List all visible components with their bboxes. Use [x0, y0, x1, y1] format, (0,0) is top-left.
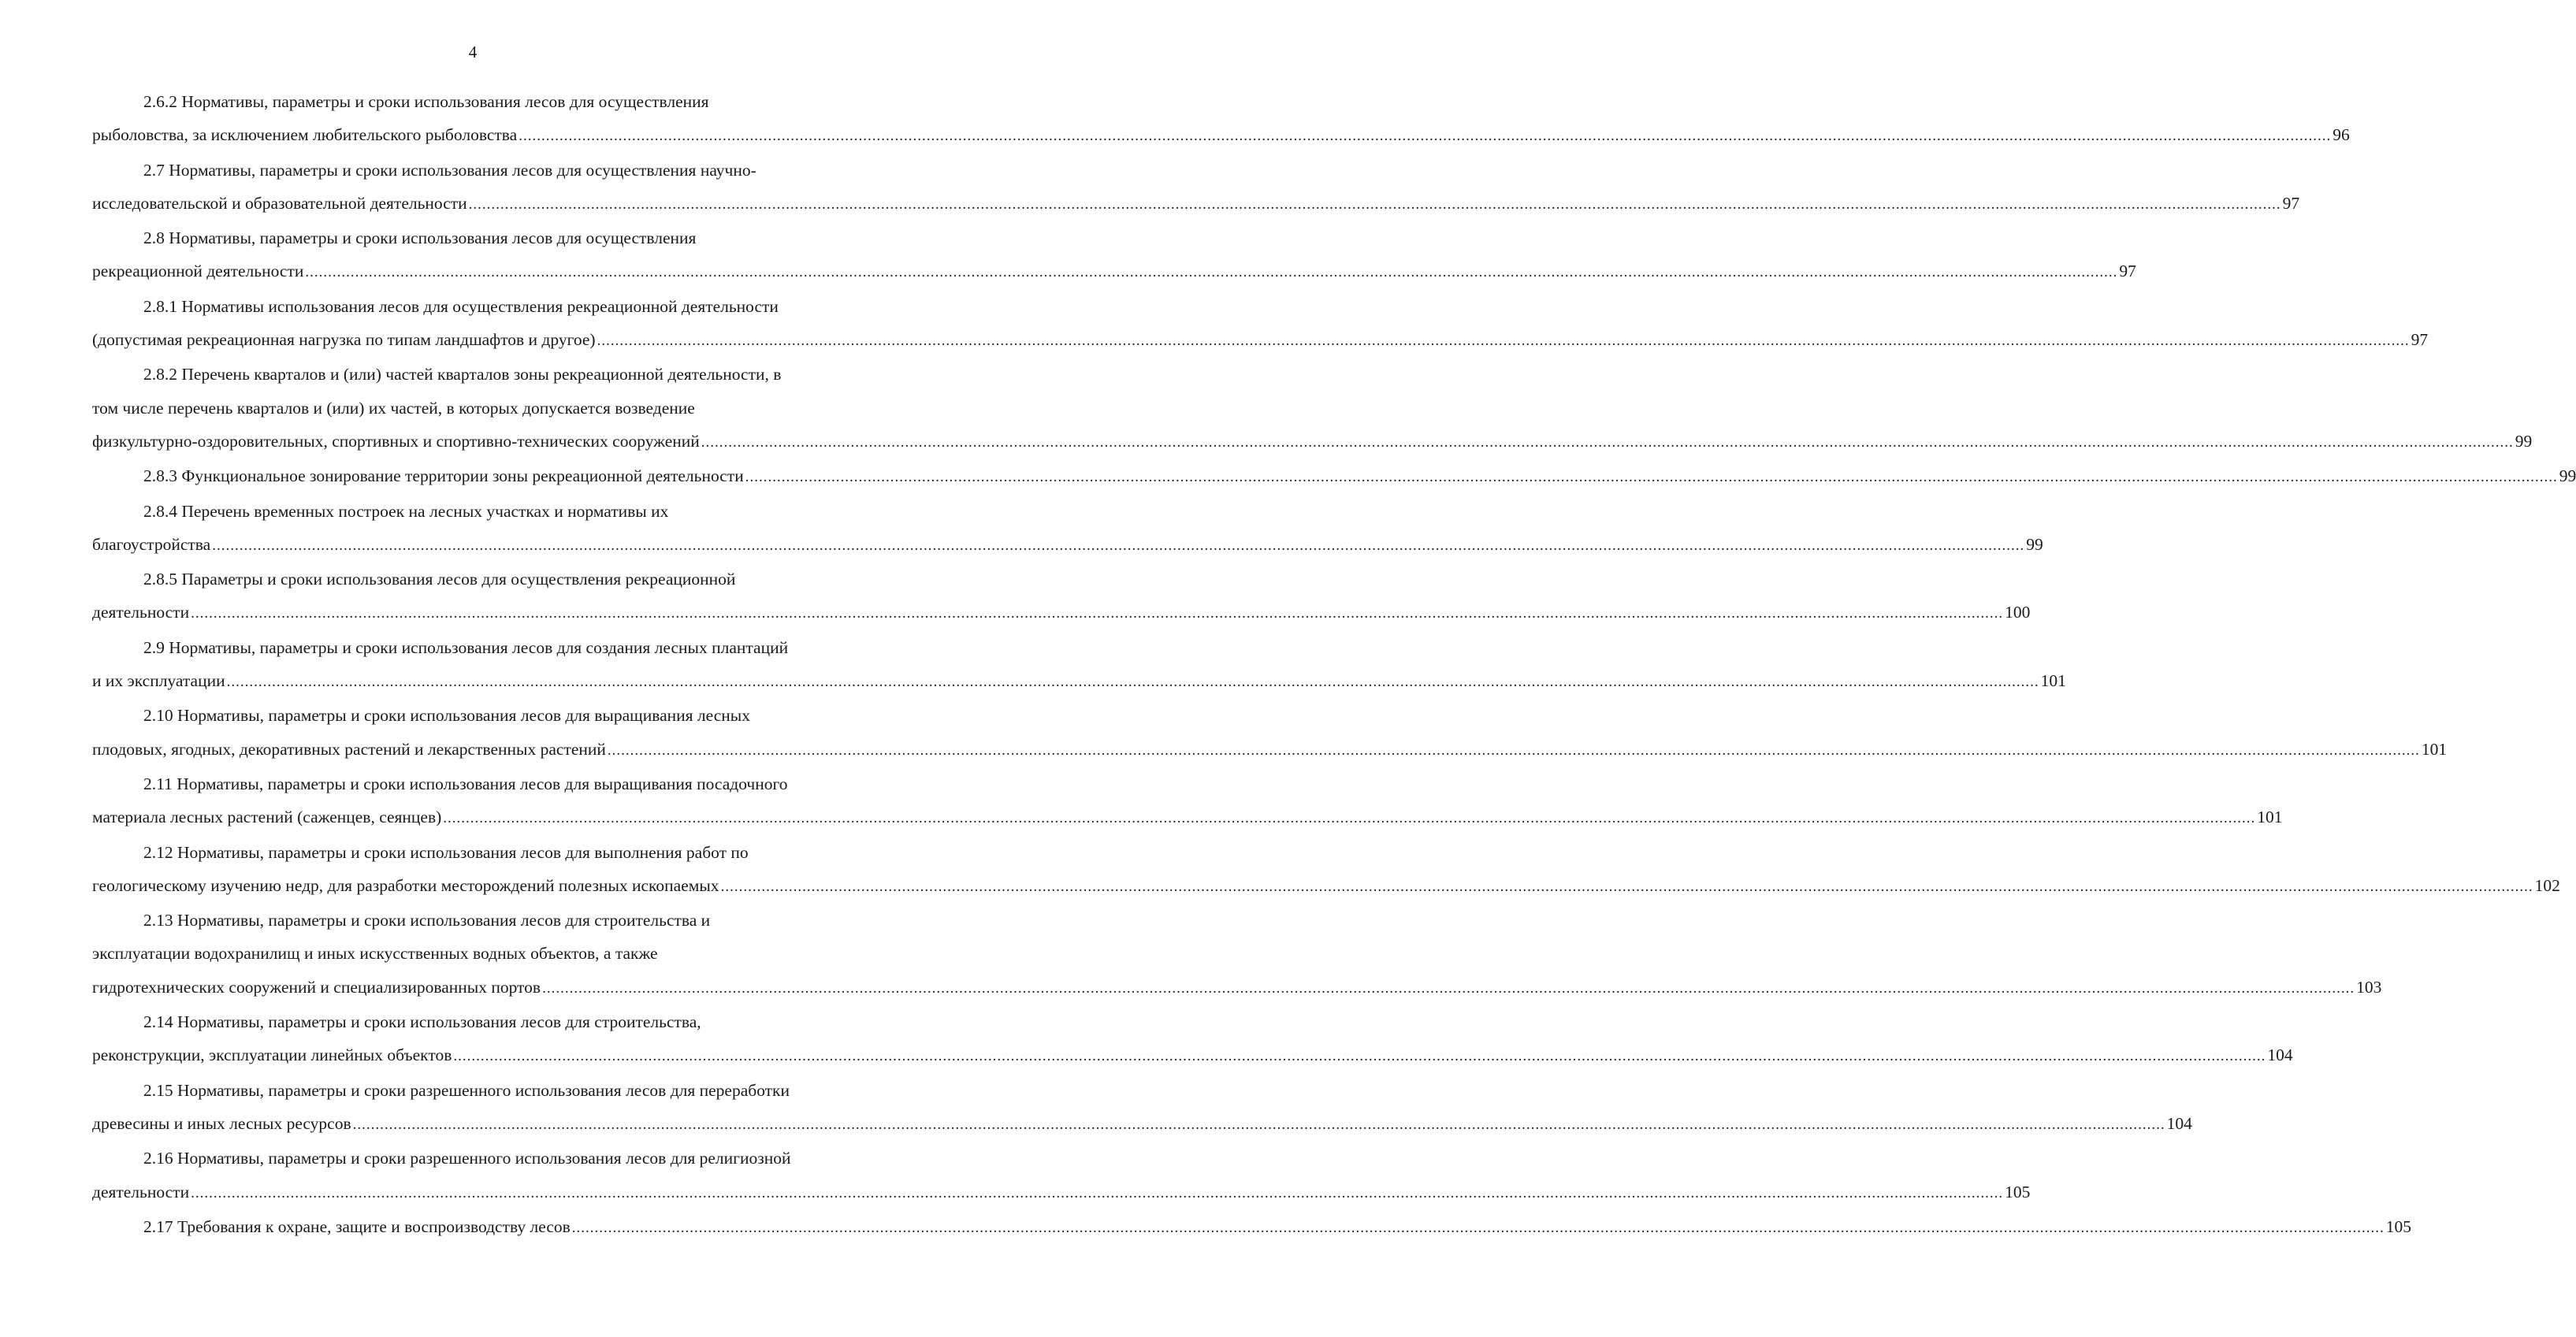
toc-entry-text-line: 2.12 Нормативы, параметры и сроки использования лесов для выполнения работ по	[143, 842, 749, 862]
toc-entry-text-line: 2.15 Нормативы, параметры и сроки разрешенного использования лесов для переработки	[143, 1080, 790, 1100]
toc-entry-last-line	[92, 425, 2533, 459]
toc-entry[interactable]	[92, 495, 2043, 563]
toc-entry-text-line: 2.13 Нормативы, параметры и сроки использования лесов для строительства и	[143, 911, 711, 930]
toc-page-number: 99	[2515, 431, 2533, 451]
dot-leader: ................................................................................................................................................................................................................................................................................................................................................................................................................	[720, 878, 2533, 895]
page-number: 4	[468, 43, 478, 61]
toc-entry-last-line	[92, 869, 2560, 904]
dot-leader: ................................................................................................................................................................................................................................................................................................................................................................................................................	[226, 674, 2039, 691]
toc-entry-text-line: 2.8.1 Нормативы использования лесов для осуществления рекреационной деятельности	[143, 296, 779, 316]
toc-entry-text-line: исследовательской и образовательной деятельности	[92, 193, 467, 213]
toc-page-number: 104	[2166, 1113, 2192, 1133]
toc-entry[interactable]	[92, 904, 2382, 1005]
toc-page-number: 103	[2356, 977, 2382, 997]
toc-entry-last-line	[92, 1038, 2293, 1073]
toc-page-number: 97	[2282, 193, 2300, 213]
toc-entry-last-line	[92, 664, 2066, 699]
toc-entry-text-line: геологическому изучению недр, для разработки месторождений полезных ископаемых	[92, 875, 719, 895]
toc-entry-text-line: 2.16 Нормативы, параметры и сроки разрешенного использования лесов для религиозной	[143, 1149, 791, 1168]
toc-entry-text-line: 2.10 Нормативы, параметры и сроки использования лесов для выращивания лесных	[143, 706, 750, 726]
toc-entry[interactable]	[92, 563, 2031, 631]
dot-leader: ................................................................................................................................................................................................................................................................................................................................................................................................................	[305, 264, 2118, 281]
dot-leader: ................................................................................................................................................................................................................................................................................................................................................................................................................	[191, 1184, 2004, 1201]
toc-entry[interactable]	[92, 85, 2350, 154]
toc-page-number: 104	[2267, 1045, 2293, 1065]
toc-entry-last-line	[92, 118, 2350, 153]
toc-entry[interactable]	[92, 1142, 2031, 1210]
dot-leader: ................................................................................................................................................................................................................................................................................................................................................................................................................	[597, 332, 2410, 350]
toc-entry[interactable]	[92, 459, 2576, 494]
toc-entry-last-line	[92, 323, 2429, 358]
toc-entry-last-line	[92, 528, 2043, 563]
toc-entry-text-line: 2.8.3 Функциональное зонирование территории зоны рекреационной деятельности	[143, 466, 744, 486]
toc-entry-text-line: физкультурно-оздоровительных, спортивных и спортивно-технических сооружений	[92, 431, 700, 451]
dot-leader: ................................................................................................................................................................................................................................................................................................................................................................................................................	[191, 605, 2004, 622]
toc-entry-last-line	[92, 187, 2300, 221]
toc-entry-last-line	[92, 254, 2136, 289]
table-of-contents	[92, 85, 2576, 1245]
toc-page-number: 105	[2005, 1182, 2031, 1201]
toc-entry-text-line: том числе перечень кварталов и (или) их частей, в которых допускается возведение	[92, 398, 695, 418]
dot-leader: ................................................................................................................................................................................................................................................................................................................................................................................................................	[443, 810, 2256, 827]
toc-entry-text-line: материала лесных растений (саженцев, сеянцев)	[92, 808, 442, 827]
toc-entry-text-line: 2.17 Требования к охране, защите и воспроизводству лесов	[143, 1216, 571, 1236]
toc-entry[interactable]	[92, 290, 2429, 358]
dot-leader: ................................................................................................................................................................................................................................................................................................................................................................................................................	[352, 1116, 2165, 1133]
toc-entry-text-line: (допустимая рекреационная нагрузка по типам ландшафтов и другое)	[92, 330, 596, 350]
dot-leader: ................................................................................................................................................................................................................................................................................................................................................................................................................	[542, 979, 2355, 997]
toc-entry[interactable]	[92, 1005, 2293, 1074]
toc-entry[interactable]	[92, 1074, 2192, 1142]
toc-entry-last-line	[92, 971, 2382, 1005]
toc-entry[interactable]	[92, 221, 2136, 290]
toc-entry-text-line: рекреационной деятельности	[92, 262, 304, 281]
toc-entry[interactable]	[92, 767, 2283, 836]
toc-entry-last-line	[92, 459, 2576, 494]
toc-entry-last-line	[92, 733, 2448, 767]
toc-page-number: 99	[2026, 534, 2043, 554]
toc-entry-text-line: 2.9 Нормативы, параметры и сроки использования лесов для создания лесных плантаций	[143, 637, 789, 657]
toc-entry[interactable]	[92, 154, 2300, 222]
toc-entry-last-line	[92, 1175, 2031, 1210]
toc-entry-text-line: 2.11 Нормативы, параметры и сроки использования лесов для выращивания посадочного	[143, 774, 788, 793]
dot-leader: ................................................................................................................................................................................................................................................................................................................................................................................................................	[468, 195, 2281, 213]
toc-page-number: 96	[2333, 125, 2350, 145]
toc-entry-text-line: и их эксплуатации	[92, 671, 225, 691]
toc-entry-last-line	[92, 1107, 2192, 1142]
toc-entry-text-line: деятельности	[92, 1182, 190, 1201]
toc-entry[interactable]	[92, 1210, 2412, 1245]
toc-entry-text-line: эксплуатации водохранилищ и иных искусственных водных объектов, а также	[92, 944, 658, 964]
dot-leader: ................................................................................................................................................................................................................................................................................................................................................................................................................	[607, 741, 2420, 759]
toc-page-number: 97	[2411, 330, 2429, 350]
dot-leader: ................................................................................................................................................................................................................................................................................................................................................................................................................	[519, 128, 2332, 145]
toc-page-number: 102	[2534, 875, 2560, 895]
toc-entry-text-line: рыболовства, за исключением любительского рыболовства	[92, 125, 518, 145]
toc-page-number: 101	[2040, 671, 2066, 691]
toc-entry-last-line	[92, 1210, 2412, 1245]
toc-page-number: 100	[2005, 603, 2031, 622]
toc-entry-text-line: 2.8.2 Перечень кварталов и (или) частей кварталов зоны рекреационной деятельности, в	[143, 365, 782, 384]
toc-entry-text-line: 2.7 Нормативы, параметры и сроки использования лесов для осуществления научно-	[143, 160, 756, 180]
dot-leader: ................................................................................................................................................................................................................................................................................................................................................................................................................	[453, 1048, 2266, 1065]
toc-page-number: 105	[2385, 1216, 2412, 1236]
toc-entry-text-line: 2.8 Нормативы, параметры и сроки использования лесов для осуществления	[143, 228, 697, 248]
toc-entry-text-line: 2.8.4 Перечень временных построек на лесных участках и нормативы их	[143, 501, 669, 521]
toc-entry-text-line: гидротехнических сооружений и специализированных портов	[92, 977, 541, 997]
toc-entry[interactable]	[92, 699, 2448, 767]
toc-entry-text-line: древесины и иных лесных ресурсов	[92, 1113, 351, 1133]
dot-leader: ................................................................................................................................................................................................................................................................................................................................................................................................................	[745, 469, 2558, 486]
toc-page-number: 97	[2119, 262, 2136, 281]
toc-entry-text-line: деятельности	[92, 603, 190, 622]
toc-entry-last-line	[92, 596, 2031, 630]
toc-entry-text-line: 2.8.5 Параметры и сроки использования лесов для осуществления рекреационной	[143, 570, 736, 589]
toc-entry[interactable]	[92, 358, 2533, 459]
toc-entry[interactable]	[92, 836, 2560, 904]
toc-page-number: 101	[2257, 808, 2283, 827]
dot-leader: ................................................................................................................................................................................................................................................................................................................................................................................................................	[212, 537, 2025, 554]
toc-entry-text-line: плодовых, ягодных, декоративных растений и лекарственных растений	[92, 739, 606, 759]
toc-entry[interactable]	[92, 631, 2066, 700]
toc-page-number: 101	[2421, 739, 2448, 759]
toc-entry-text-line: 2.6.2 Нормативы, параметры и сроки использования лесов для осуществления	[143, 92, 709, 111]
dot-leader: ................................................................................................................................................................................................................................................................................................................................................................................................................	[571, 1219, 2385, 1236]
toc-page-number: 99	[2559, 466, 2576, 486]
toc-entry-text-line: 2.14 Нормативы, параметры и сроки использования лесов для строительства,	[143, 1012, 701, 1032]
dot-leader: ................................................................................................................................................................................................................................................................................................................................................................................................................	[701, 433, 2514, 451]
toc-entry-text-line: реконструкции, эксплуатации линейных объектов	[92, 1045, 452, 1065]
toc-entry-last-line	[92, 800, 2283, 835]
toc-entry-text-line: благоустройства	[92, 534, 211, 554]
